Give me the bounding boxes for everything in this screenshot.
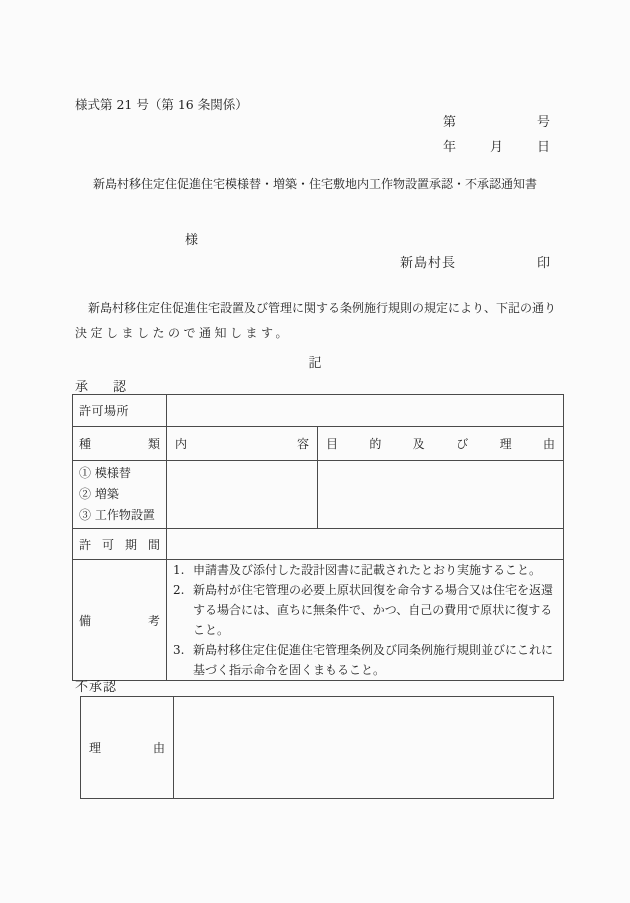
date-year-label: 年 (443, 140, 457, 155)
remarks-item-text: 新島村が住宅管理の必要上原状回復を命令する場合又は住宅を返還する場合には、直ちに無条件で、かつ、自己の費用で原状に復すること。 (193, 583, 554, 637)
document-date-line (443, 136, 550, 155)
issuer-name: 新島村長 (400, 256, 457, 271)
remarks-label: 備考 (73, 560, 167, 681)
remarks-item-text: 新島村移住定住促進住宅管理条例及び同条例施行規則並びにこれに基づく指示命令を固くまもること。 (193, 643, 554, 677)
reason-value-cell (174, 697, 554, 799)
approval-section-label: 承 認 (75, 380, 133, 395)
content-column-header: 内容 (167, 427, 318, 461)
disapproval-section-label: 不承認 (75, 680, 118, 695)
type-option-structure: ③ 工作物設置 (79, 508, 155, 522)
date-month-label: 月 (489, 140, 503, 155)
purpose-column-header: 目的及び理由 (318, 427, 564, 461)
remarks-list (173, 560, 557, 680)
permit-place-label: 許可場所 (73, 395, 167, 427)
date-day-label: 日 (536, 140, 550, 155)
table-row (81, 697, 554, 799)
remarks-item-number: 1. (173, 563, 185, 577)
table-row (73, 427, 564, 461)
form-number: 様式第 21 号（第 16 条関係） (75, 97, 248, 112)
disapproval-table (80, 696, 554, 799)
type-column-header: 種類 (73, 427, 167, 461)
table-row (73, 529, 564, 560)
approval-table (72, 394, 564, 681)
type-option-remodel: ① 模様替 (79, 466, 131, 480)
addressee-suffix: 様 (185, 233, 199, 248)
permit-period-label: 許可期間 (73, 529, 167, 560)
remarks-item (173, 640, 557, 680)
remarks-item (173, 580, 557, 640)
type-option-extension: ② 増築 (79, 487, 119, 501)
body-line-2: 決定しましたので通知します。 (75, 326, 292, 340)
issuer-line (0, 252, 630, 271)
permit-place-value-cell (167, 395, 564, 427)
document-number-prefix: 第 (443, 115, 457, 130)
reason-label: 理由 (81, 697, 174, 799)
table-row (73, 461, 564, 529)
permit-period-value-cell (167, 529, 564, 560)
record-marker: 記 (308, 356, 322, 371)
page-title: 新島村移住定住促進住宅模様替・増築・住宅敷地内工作物設置承認・不承認通知書 (92, 177, 537, 191)
remarks-cell (167, 560, 564, 681)
document-number-suffix: 号 (536, 115, 550, 130)
remarks-item-number: 2. (173, 583, 185, 597)
purpose-value-cell (318, 461, 564, 529)
body-paragraph (75, 296, 565, 346)
body-line-1: 新島村移住定住促進住宅設置及び管理に関する条例施行規則の規定により、下記の通り (88, 301, 557, 315)
document-number-line (443, 111, 550, 130)
remarks-item (173, 560, 557, 580)
seal-mark: 印 (537, 256, 551, 271)
type-options-cell (73, 461, 167, 529)
remarks-item-text: 申請書及び添付した設計図書に記載されたとおり実施すること。 (193, 563, 542, 577)
table-row (73, 560, 564, 681)
content-value-cell (167, 461, 318, 529)
table-row (73, 395, 564, 427)
remarks-item-number: 3. (173, 643, 185, 657)
